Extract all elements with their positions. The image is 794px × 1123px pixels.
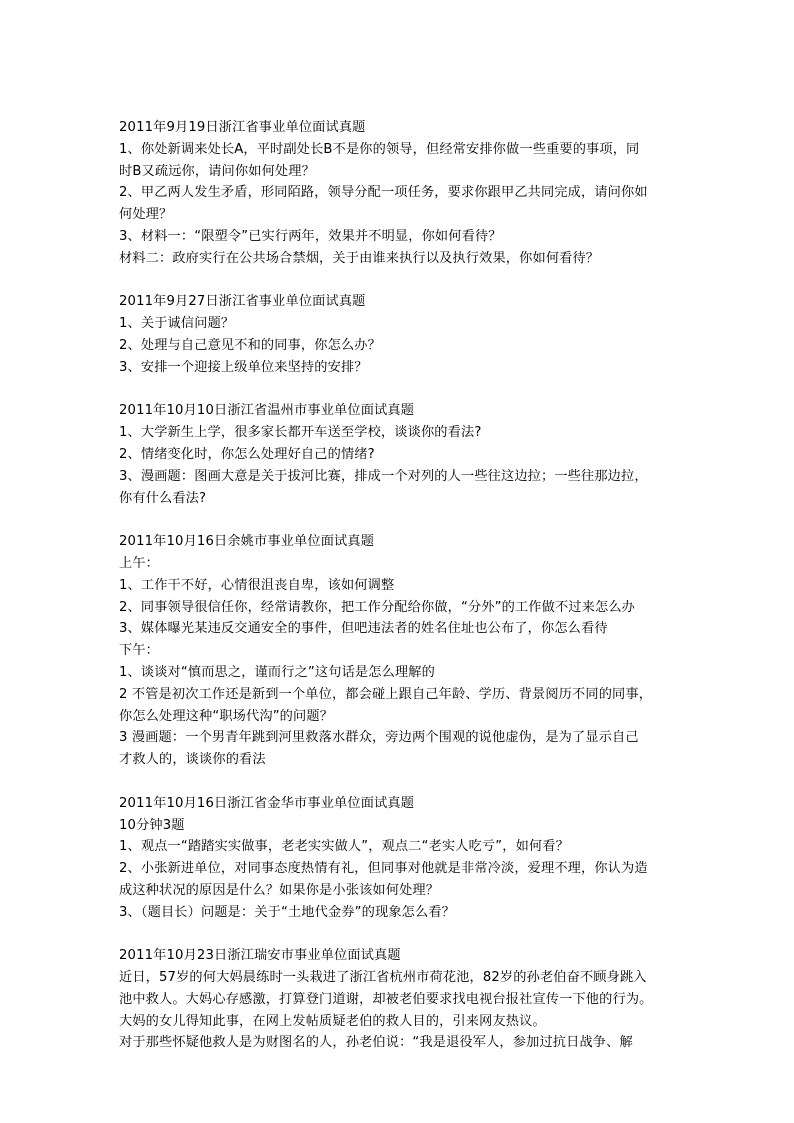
text-line: 成这种状况的原因是什么？如果你是小张该如何处理？ xyxy=(119,882,440,898)
text-line: 才救人的，谈谈你的看法 xyxy=(119,752,266,768)
section-title: 2011年10月16日浙江省金华市事业单位面试真题 xyxy=(119,795,415,811)
text-line: 1、工作干不好，心情很沮丧自卑，该如何调整 xyxy=(119,577,395,593)
text-line: 你怎么处理这种“职场代沟”的问题？ xyxy=(119,708,334,724)
text-line: 2 不管是初次工作还是新到一个单位，都会碰上跟自己年龄、学历、背景阅历不同的同事， xyxy=(119,686,653,702)
text-line: 1、大学新生上学，很多家长都开车送至学校，谈谈你的看法? xyxy=(119,425,482,441)
text-line: 1、关于诚信问题？ xyxy=(119,316,235,332)
text-line: 何处理？ xyxy=(119,207,173,223)
text-line: 池中救人。大妈心存感激，打算登门道谢，却被老伯要求找电视台报社宣传一下他的行为。 xyxy=(119,991,653,1007)
text-line: 对于那些怀疑他救人是为财图名的人，孙老伯说：“我是退役军人，参加过抗日战争、解 xyxy=(119,1035,633,1051)
text-line: 时B又疏远你，请问你如何处理？ xyxy=(119,163,315,179)
text-line: 材料二：政府实行在公共场合禁烟，关于由谁来执行以及执行效果，你如何看待？ xyxy=(119,250,600,266)
text-line: 3、（题目长）问题是：关于“土地代金券”的现象怎么看？ xyxy=(119,904,456,920)
text-line: 你有什么看法? xyxy=(119,490,207,506)
text-line: 3、漫画题：图画大意是关于拔河比赛，排成一个对列的人一些往这边拉；一些往那边拉， xyxy=(119,468,648,484)
section-title: 2011年10月16日余姚市事业单位面试真题 xyxy=(119,534,375,550)
text-line: 3、材料一：“限塑令”已实行两年，效果并不明显，你如何看待？ xyxy=(119,228,502,244)
text-line: 2、同事领导很信任你，经常请教你，把工作分配给你做，“分外”的工作做不过来怎么办 xyxy=(119,599,635,615)
section-title: 2011年9月19日浙江省事业单位面试真题 xyxy=(119,120,366,135)
text-line: 1、谈谈对“慎而思之，谨而行之”这句话是怎么理解的 xyxy=(119,664,435,680)
text-line: 2、情绪变化时，你怎么处理好自己的情绪? xyxy=(119,446,375,462)
text-line: 下午： xyxy=(119,643,160,659)
section-spacer xyxy=(119,923,679,945)
section-title: 2011年10月23日浙江瑞安市事业单位面试真题 xyxy=(119,948,401,964)
section-spacer xyxy=(119,270,679,292)
section-spacer xyxy=(119,771,679,793)
text-line: 近日，57岁的何大妈晨练时一头栽进了浙江省杭州市荷花池，82岁的孙老伯奋不顾身跳入 xyxy=(119,970,647,986)
text-line: 3 漫画题：一个男青年跳到河里救落水群众，旁边两个围观的说他虚伪，是为了显示自己 xyxy=(119,730,639,746)
text-line: 10分钟3题 xyxy=(119,817,185,833)
text-line: 2、处理与自己意见不和的同事，你怎么办？ xyxy=(119,337,381,353)
text-line: 3、媒体曝光某违反交通安全的事件，但吧违法者的姓名住址也公布了，你怎么看待 xyxy=(119,621,608,637)
text-line: 2、甲乙两人发生矛盾，形同陌路，领导分配一项任务，要求你跟甲乙共同完成，请问你如 xyxy=(119,185,648,201)
text-line: 3、安排一个迎接上级单位来坚持的安排？ xyxy=(119,359,368,375)
text-line: 大妈的女儿得知此事，在网上发帖质疑老伯的救人目的，引来网友热议。 xyxy=(119,1013,546,1029)
text-line: 1、观点一“踏踏实实做事，老老实实做人”，观点二“老实人吃亏”，如何看？ xyxy=(119,839,569,855)
section-spacer xyxy=(119,509,679,531)
section-title: 2011年10月10日浙江省温州市事业单位面试真题 xyxy=(119,403,415,419)
text-line: 2、小张新进单位，对同事态度热情有礼，但同事对他就是非常冷淡，爱理不理，你认为造 xyxy=(119,861,648,877)
section-title: 2011年9月27日浙江省事业单位面试真题 xyxy=(119,294,366,310)
text-line: 上午： xyxy=(119,555,160,571)
text-line: 1、你处新调来处长A，平时副处长B不是你的领导，但经常安排你做一些重要的事项，同 xyxy=(119,141,640,157)
section-spacer xyxy=(119,379,679,401)
document-body xyxy=(119,117,679,1054)
